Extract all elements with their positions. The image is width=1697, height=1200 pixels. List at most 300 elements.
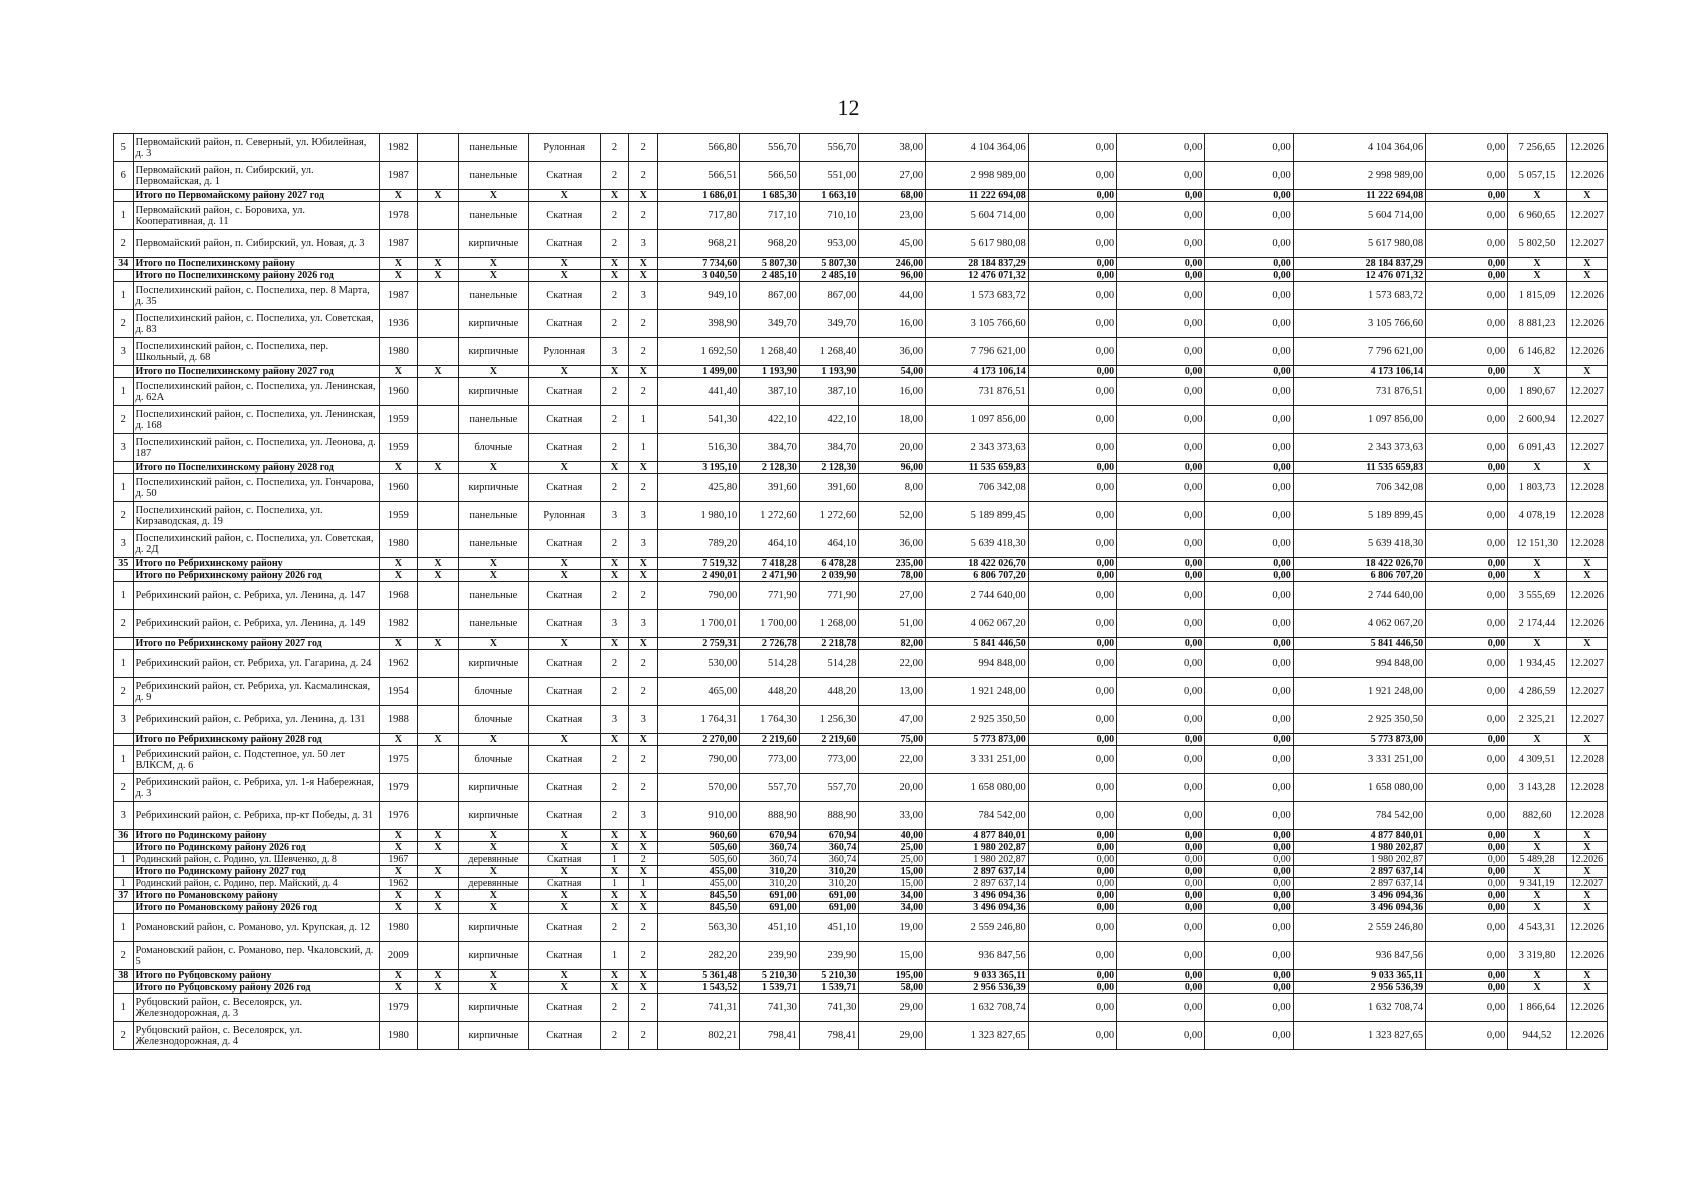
cell-row-number: 35	[114, 558, 134, 570]
cell-floors: 2	[600, 994, 629, 1022]
table-row	[114, 610, 1608, 638]
cell-build-year: 2009	[379, 942, 417, 970]
cell-fund-other: 0,00	[1426, 802, 1508, 830]
cell-roof-type: X	[528, 902, 600, 914]
cell-fund-federal: 0,00	[1028, 310, 1116, 338]
cell-commission-year: X	[417, 462, 458, 474]
cell-roof-type: X	[528, 258, 600, 270]
cell-fund-local: 0,00	[1205, 502, 1293, 530]
cell-commission-year	[417, 378, 458, 406]
cell-address: Поспелихинский район, с. Поспелиха, ул. Ленинская, д. 62А	[133, 378, 379, 406]
cell-build-year: 1978	[379, 202, 417, 230]
cell-total-cost: 1 980 202,87	[926, 842, 1029, 854]
cell-row-number: 2	[114, 406, 134, 434]
cell-living-area: 1 193,90	[740, 366, 800, 378]
cell-living-area: 888,90	[740, 802, 800, 830]
cell-unit-cost: 4 078,19	[1508, 502, 1567, 530]
cell-fund-owners: 1 658 080,00	[1293, 774, 1425, 802]
cell-roof-type: X	[528, 734, 600, 746]
cell-fund-owners: 4 173 106,14	[1293, 366, 1425, 378]
cell-roof-type: Скатная	[528, 162, 600, 190]
cell-fund-federal: 0,00	[1028, 202, 1116, 230]
page-number: 12	[837, 95, 860, 120]
cell-row-number: 1	[114, 878, 134, 890]
table-row	[114, 994, 1608, 1022]
cell-residents: 40,00	[859, 830, 926, 842]
cell-unit-cost: 5 489,28	[1508, 854, 1567, 866]
cell-entrances: 3	[629, 230, 658, 258]
cell-residents: 20,00	[859, 774, 926, 802]
table-row	[114, 134, 1608, 162]
cell-wall-material: X	[458, 270, 528, 282]
cell-fund-owners: 4 104 364,06	[1293, 134, 1425, 162]
cell-fund-owners: 3 331 251,00	[1293, 746, 1425, 774]
total-row	[114, 970, 1608, 982]
cell-total-area: 2 270,00	[658, 734, 740, 746]
cell-unit-cost: 1 890,67	[1508, 378, 1567, 406]
cell-fund-other: 0,00	[1426, 462, 1508, 474]
cell-commission-year: X	[417, 866, 458, 878]
cell-wall-material: панельные	[458, 582, 528, 610]
cell-total-area: 566,80	[658, 134, 740, 162]
cell-unit-cost: X	[1508, 638, 1567, 650]
cell-premises-area: 451,10	[799, 914, 859, 942]
cell-living-area: 5 210,30	[740, 970, 800, 982]
cell-entrances: 2	[629, 202, 658, 230]
cell-total-area: 7 734,60	[658, 258, 740, 270]
cell-fund-federal: 0,00	[1028, 734, 1116, 746]
cell-residents: 16,00	[859, 310, 926, 338]
cell-residents: 29,00	[859, 1022, 926, 1050]
cell-commission-year	[417, 914, 458, 942]
cell-plan-date: 12.2027	[1566, 434, 1607, 462]
cell-unit-cost: X	[1508, 890, 1567, 902]
cell-plan-date: 12.2027	[1566, 378, 1607, 406]
cell-wall-material: X	[458, 866, 528, 878]
cell-fund-other: 0,00	[1426, 890, 1508, 902]
cell-fund-regional: 0,00	[1117, 746, 1205, 774]
cell-fund-federal: 0,00	[1028, 878, 1116, 890]
cell-fund-local: 0,00	[1205, 338, 1293, 366]
cell-premises-area: 2 039,90	[799, 570, 859, 582]
cell-total-area: 398,90	[658, 310, 740, 338]
cell-fund-regional: 0,00	[1117, 434, 1205, 462]
cell-floors: 3	[600, 706, 629, 734]
cell-total-cost: 3 331 251,00	[926, 746, 1029, 774]
cell-commission-year	[417, 202, 458, 230]
cell-commission-year: X	[417, 258, 458, 270]
cell-roof-type: Скатная	[528, 650, 600, 678]
cell-fund-other: 0,00	[1426, 530, 1508, 558]
cell-wall-material: панельные	[458, 406, 528, 434]
cell-residents: 20,00	[859, 434, 926, 462]
housing-registry-table	[113, 133, 1608, 1050]
cell-unit-cost: X	[1508, 902, 1567, 914]
cell-entrances: X	[629, 970, 658, 982]
cell-residents: 45,00	[859, 230, 926, 258]
cell-fund-federal: 0,00	[1028, 842, 1116, 854]
cell-row-number: 38	[114, 970, 134, 982]
cell-wall-material: панельные	[458, 610, 528, 638]
cell-roof-type: X	[528, 842, 600, 854]
cell-row-number: 5	[114, 134, 134, 162]
cell-entrances: 2	[629, 1022, 658, 1050]
cell-address: Первомайский район, с. Боровиха, ул. Кооперативная, д. 11	[133, 202, 379, 230]
cell-fund-local: 0,00	[1205, 774, 1293, 802]
cell-wall-material: кирпичные	[458, 1022, 528, 1050]
total-row	[114, 570, 1608, 582]
cell-fund-owners: 5 773 873,00	[1293, 734, 1425, 746]
cell-wall-material: X	[458, 734, 528, 746]
cell-wall-material: кирпичные	[458, 378, 528, 406]
cell-entrances: 2	[629, 678, 658, 706]
cell-premises-area: 349,70	[799, 310, 859, 338]
cell-fund-regional: 0,00	[1117, 474, 1205, 502]
cell-entrances: 1	[629, 434, 658, 462]
cell-residents: 8,00	[859, 474, 926, 502]
cell-floors: 2	[600, 134, 629, 162]
cell-row-number	[114, 734, 134, 746]
cell-premises-area: 953,00	[799, 230, 859, 258]
cell-fund-regional: 0,00	[1117, 502, 1205, 530]
table-row	[114, 878, 1608, 890]
cell-roof-type: Скатная	[528, 994, 600, 1022]
cell-build-year: 1979	[379, 994, 417, 1022]
cell-fund-local: 0,00	[1205, 854, 1293, 866]
cell-plan-date: 12.2026	[1566, 914, 1607, 942]
cell-entrances: X	[629, 890, 658, 902]
cell-fund-regional: 0,00	[1117, 942, 1205, 970]
cell-fund-owners: 2 998 989,00	[1293, 162, 1425, 190]
cell-premises-area: 1 663,10	[799, 190, 859, 202]
cell-row-number: 3	[114, 802, 134, 830]
cell-plan-date: X	[1566, 558, 1607, 570]
cell-build-year: X	[379, 270, 417, 282]
cell-fund-local: 0,00	[1205, 134, 1293, 162]
cell-fund-owners: 3 496 094,36	[1293, 902, 1425, 914]
cell-premises-area: 5 807,30	[799, 258, 859, 270]
cell-living-area: 2 471,90	[740, 570, 800, 582]
cell-floors: X	[600, 734, 629, 746]
cell-plan-date: 12.2028	[1566, 802, 1607, 830]
cell-plan-date: X	[1566, 462, 1607, 474]
cell-wall-material: X	[458, 638, 528, 650]
cell-commission-year	[417, 230, 458, 258]
cell-living-area: 2 726,78	[740, 638, 800, 650]
cell-commission-year	[417, 582, 458, 610]
cell-fund-regional: 0,00	[1117, 734, 1205, 746]
cell-fund-local: 0,00	[1205, 994, 1293, 1022]
cell-total-area: 1 499,00	[658, 366, 740, 378]
cell-total-cost: 2 897 637,14	[926, 878, 1029, 890]
cell-plan-date: 12.2027	[1566, 878, 1607, 890]
cell-floors: X	[600, 366, 629, 378]
cell-wall-material: X	[458, 190, 528, 202]
cell-fund-other: 0,00	[1426, 582, 1508, 610]
cell-entrances: 2	[629, 338, 658, 366]
cell-premises-area: 691,00	[799, 890, 859, 902]
cell-plan-date: X	[1566, 830, 1607, 842]
cell-floors: 2	[600, 162, 629, 190]
cell-fund-federal: 0,00	[1028, 190, 1116, 202]
cell-roof-type: X	[528, 462, 600, 474]
cell-fund-local: 0,00	[1205, 802, 1293, 830]
cell-fund-other: 0,00	[1426, 310, 1508, 338]
cell-living-area: 448,20	[740, 678, 800, 706]
cell-fund-regional: 0,00	[1117, 1022, 1205, 1050]
cell-plan-date: 12.2026	[1566, 134, 1607, 162]
total-row	[114, 734, 1608, 746]
cell-unit-cost: X	[1508, 970, 1567, 982]
cell-residents: 25,00	[859, 842, 926, 854]
total-row	[114, 638, 1608, 650]
cell-roof-type: Скатная	[528, 310, 600, 338]
cell-living-area: 2 128,30	[740, 462, 800, 474]
cell-premises-area: 741,30	[799, 994, 859, 1022]
cell-unit-cost: 3 319,80	[1508, 942, 1567, 970]
cell-fund-federal: 0,00	[1028, 942, 1116, 970]
cell-total-cost: 3 496 094,36	[926, 890, 1029, 902]
table-row	[114, 530, 1608, 558]
total-row	[114, 902, 1608, 914]
cell-living-area: 1 685,30	[740, 190, 800, 202]
cell-entrances: 2	[629, 650, 658, 678]
cell-fund-local: 0,00	[1205, 1022, 1293, 1050]
cell-fund-other: 0,00	[1426, 650, 1508, 678]
cell-plan-date: 12.2026	[1566, 1022, 1607, 1050]
cell-commission-year	[417, 502, 458, 530]
cell-roof-type: Рулонная	[528, 134, 600, 162]
cell-commission-year	[417, 474, 458, 502]
cell-fund-owners: 4 877 840,01	[1293, 830, 1425, 842]
cell-entrances: X	[629, 570, 658, 582]
cell-build-year: 1968	[379, 582, 417, 610]
cell-fund-regional: 0,00	[1117, 230, 1205, 258]
cell-total-area: 425,80	[658, 474, 740, 502]
cell-floors: 2	[600, 1022, 629, 1050]
cell-living-area: 741,30	[740, 994, 800, 1022]
cell-unit-cost: 2 600,94	[1508, 406, 1567, 434]
cell-fund-federal: 0,00	[1028, 434, 1116, 462]
cell-plan-date: X	[1566, 982, 1607, 994]
cell-roof-type: Рулонная	[528, 338, 600, 366]
cell-floors: 2	[600, 406, 629, 434]
cell-commission-year: X	[417, 558, 458, 570]
cell-commission-year	[417, 610, 458, 638]
cell-commission-year	[417, 162, 458, 190]
cell-premises-area: 5 210,30	[799, 970, 859, 982]
cell-commission-year: X	[417, 970, 458, 982]
table-row	[114, 678, 1608, 706]
cell-total-area: 949,10	[658, 282, 740, 310]
cell-premises-area: 670,94	[799, 830, 859, 842]
cell-fund-local: 0,00	[1205, 162, 1293, 190]
cell-fund-local: 0,00	[1205, 462, 1293, 474]
cell-fund-regional: 0,00	[1117, 878, 1205, 890]
cell-total-area: 790,00	[658, 746, 740, 774]
cell-fund-owners: 2 343 373,63	[1293, 434, 1425, 462]
cell-fund-other: 0,00	[1426, 866, 1508, 878]
cell-roof-type: Скатная	[528, 1022, 600, 1050]
cell-fund-local: 0,00	[1205, 230, 1293, 258]
cell-floors: X	[600, 638, 629, 650]
cell-unit-cost: 1 866,64	[1508, 994, 1567, 1022]
cell-unit-cost: X	[1508, 866, 1567, 878]
cell-plan-date: 12.2026	[1566, 854, 1607, 866]
cell-roof-type: X	[528, 270, 600, 282]
cell-wall-material: блочные	[458, 706, 528, 734]
cell-wall-material: X	[458, 970, 528, 982]
cell-premises-area: 1 268,00	[799, 610, 859, 638]
cell-fund-local: 0,00	[1205, 830, 1293, 842]
cell-total-cost: 5 841 446,50	[926, 638, 1029, 650]
cell-fund-owners: 1 097 856,00	[1293, 406, 1425, 434]
cell-commission-year	[417, 310, 458, 338]
cell-living-area: 557,70	[740, 774, 800, 802]
cell-floors: X	[600, 270, 629, 282]
cell-wall-material: кирпичные	[458, 942, 528, 970]
cell-row-number: 1	[114, 202, 134, 230]
total-row	[114, 270, 1608, 282]
cell-fund-local: 0,00	[1205, 678, 1293, 706]
cell-fund-federal: 0,00	[1028, 338, 1116, 366]
cell-entrances: X	[629, 866, 658, 878]
cell-wall-material: X	[458, 890, 528, 902]
total-row	[114, 462, 1608, 474]
table-row	[114, 474, 1608, 502]
cell-unit-cost: 4 543,31	[1508, 914, 1567, 942]
cell-total-cost: 1 573 683,72	[926, 282, 1029, 310]
cell-fund-owners: 3 105 766,60	[1293, 310, 1425, 338]
cell-fund-other: 0,00	[1426, 282, 1508, 310]
cell-commission-year	[417, 706, 458, 734]
cell-plan-date: 12.2026	[1566, 310, 1607, 338]
cell-roof-type: Скатная	[528, 878, 600, 890]
cell-fund-federal: 0,00	[1028, 678, 1116, 706]
cell-entrances: 1	[629, 406, 658, 434]
cell-total-area: 910,00	[658, 802, 740, 830]
cell-row-number	[114, 902, 134, 914]
cell-build-year: 1936	[379, 310, 417, 338]
cell-total-area: 717,80	[658, 202, 740, 230]
cell-floors: 3	[600, 502, 629, 530]
cell-fund-local: 0,00	[1205, 366, 1293, 378]
cell-fund-local: 0,00	[1205, 638, 1293, 650]
cell-entrances: X	[629, 982, 658, 994]
cell-fund-regional: 0,00	[1117, 650, 1205, 678]
cell-living-area: 717,10	[740, 202, 800, 230]
cell-residents: 44,00	[859, 282, 926, 310]
cell-fund-local: 0,00	[1205, 434, 1293, 462]
cell-living-area: 2 485,10	[740, 270, 800, 282]
cell-total-area: 282,20	[658, 942, 740, 970]
cell-living-area: 670,94	[740, 830, 800, 842]
cell-build-year: X	[379, 830, 417, 842]
cell-premises-area: 888,90	[799, 802, 859, 830]
cell-build-year: 1979	[379, 774, 417, 802]
cell-entrances: X	[629, 366, 658, 378]
cell-plan-date: X	[1566, 366, 1607, 378]
cell-address: Поспелихинский район, с. Поспелиха, ул. Ленинская, д. 168	[133, 406, 379, 434]
cell-entrances: 2	[629, 310, 658, 338]
cell-total-area: 465,00	[658, 678, 740, 706]
cell-fund-federal: 0,00	[1028, 366, 1116, 378]
cell-address: Итого по Ребрихинскому району 2028 год	[133, 734, 379, 746]
cell-commission-year	[417, 802, 458, 830]
cell-plan-date: 12.2027	[1566, 406, 1607, 434]
cell-commission-year	[417, 746, 458, 774]
cell-build-year: X	[379, 258, 417, 270]
cell-wall-material: панельные	[458, 502, 528, 530]
cell-row-number	[114, 866, 134, 878]
cell-commission-year: X	[417, 902, 458, 914]
cell-living-area: 451,10	[740, 914, 800, 942]
cell-roof-type: Скатная	[528, 202, 600, 230]
cell-row-number: 3	[114, 530, 134, 558]
cell-wall-material: кирпичные	[458, 994, 528, 1022]
cell-living-area: 1 268,40	[740, 338, 800, 366]
cell-total-area: 2 759,31	[658, 638, 740, 650]
cell-fund-other: 0,00	[1426, 994, 1508, 1022]
cell-roof-type: Скатная	[528, 378, 600, 406]
cell-unit-cost: 882,60	[1508, 802, 1567, 830]
cell-total-area: 516,30	[658, 434, 740, 462]
cell-commission-year: X	[417, 982, 458, 994]
cell-total-area: 968,21	[658, 230, 740, 258]
cell-living-area: 1 272,60	[740, 502, 800, 530]
cell-commission-year	[417, 854, 458, 866]
cell-unit-cost: 12 151,30	[1508, 530, 1567, 558]
cell-fund-regional: 0,00	[1117, 406, 1205, 434]
cell-entrances: 3	[629, 610, 658, 638]
cell-total-area: 3 040,50	[658, 270, 740, 282]
cell-living-area: 773,00	[740, 746, 800, 774]
cell-fund-other: 0,00	[1426, 914, 1508, 942]
cell-fund-federal: 0,00	[1028, 610, 1116, 638]
cell-living-area: 1 539,71	[740, 982, 800, 994]
cell-roof-type: Рулонная	[528, 502, 600, 530]
cell-commission-year: X	[417, 270, 458, 282]
cell-floors: X	[600, 570, 629, 582]
cell-floors: X	[600, 830, 629, 842]
cell-commission-year: X	[417, 570, 458, 582]
cell-unit-cost: 7 256,65	[1508, 134, 1567, 162]
cell-total-cost: 4 104 364,06	[926, 134, 1029, 162]
cell-roof-type: Скатная	[528, 774, 600, 802]
cell-unit-cost: 4 286,59	[1508, 678, 1567, 706]
cell-premises-area: 2 219,60	[799, 734, 859, 746]
table-row	[114, 942, 1608, 970]
cell-fund-other: 0,00	[1426, 258, 1508, 270]
cell-premises-area: 2 485,10	[799, 270, 859, 282]
cell-row-number	[114, 842, 134, 854]
cell-entrances: X	[629, 734, 658, 746]
table-row	[114, 1022, 1608, 1050]
cell-floors: X	[600, 558, 629, 570]
cell-wall-material: панельные	[458, 162, 528, 190]
cell-fund-owners: 7 796 621,00	[1293, 338, 1425, 366]
cell-residents: 96,00	[859, 270, 926, 282]
cell-premises-area: 551,00	[799, 162, 859, 190]
cell-wall-material: X	[458, 558, 528, 570]
cell-address: Поспелихинский район, с. Поспелиха, пер. 8 Марта, д. 35	[133, 282, 379, 310]
cell-entrances: 3	[629, 502, 658, 530]
cell-unit-cost: 1 815,09	[1508, 282, 1567, 310]
cell-plan-date: X	[1566, 734, 1607, 746]
table-row	[114, 802, 1608, 830]
cell-fund-owners: 5 617 980,08	[1293, 230, 1425, 258]
table-row	[114, 338, 1608, 366]
